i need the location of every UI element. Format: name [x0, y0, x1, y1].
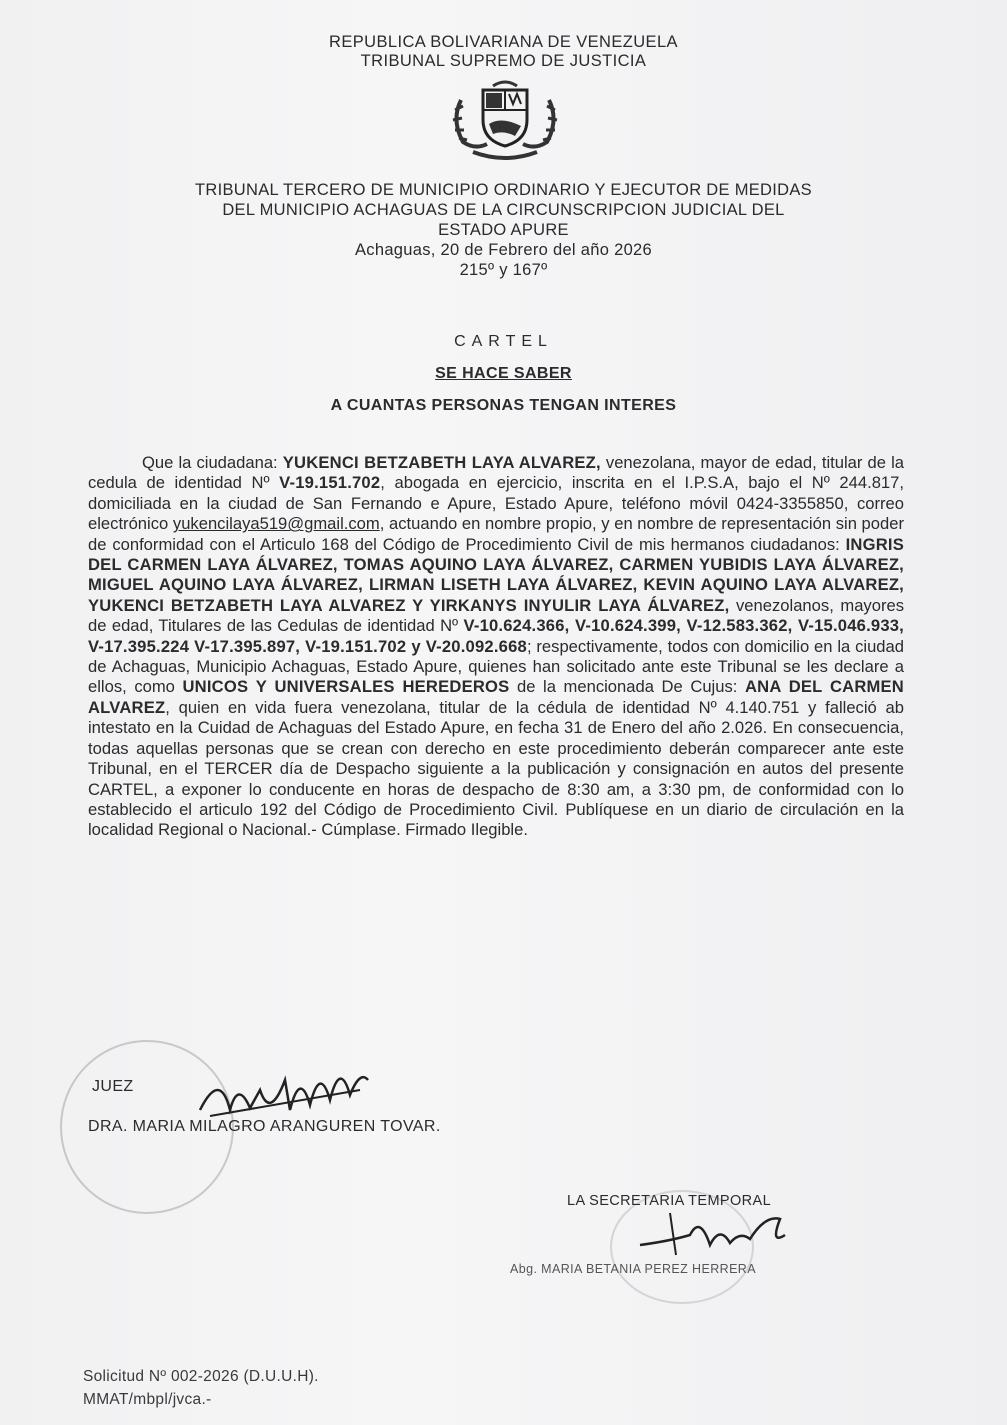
body-text: Que la ciudadana: [142, 453, 283, 472]
court-header [0, 180, 1007, 280]
independence-years: 215º y 167º [459, 261, 548, 279]
coat-of-arms-icon [443, 80, 567, 162]
petitioner-name: YUKENCI BETZABETH LAYA ALVAREZ, [282, 453, 601, 472]
siblings-names: INGRIS DEL CARMEN LAYA ÁLVAREZ, TOMAS AQUINO LAYA ÁLVAREZ, CARMEN YUBIDIS LAYA ÁLVAREZ, MIGUEL AQUINO LAYA ÁLVAREZ, LIRMAN LISETH LAYA ÁLVAREZ, KEVIN AQUINO LAYA ALVAREZ, YUKENCI BETZABETH LAYA ALVAREZ Y YIRKANYS INYULIR LAYA ÁLVAREZ, [88, 534, 904, 615]
heirs-declaration: UNICOS Y UNIVERSALES HEREDEROS [182, 677, 510, 697]
body-text: ; respectivamente, todos con domicilio en la ciudad de Achaguas, Municipio Achaguas, Estado Apure, quienes han solicitado ante este Tribunal se les declare a ellos, como [88, 636, 904, 697]
solicitud-number: Solicitud Nº 002-2026 (D.U.U.H). [83, 1368, 319, 1385]
document-date: Achaguas, 20 de Febrero del año 2026 [354, 241, 652, 259]
body-text: , actuando en nombre propio, y en nombre de representación sin poder de conformidad con el Articulo 168 del Código de Procedimiento Civil de mis hermanos ciudadanos: [88, 514, 904, 554]
email-link[interactable]: yukencilaya519@gmail.com [172, 514, 380, 534]
judge-label: JUEZ [92, 1078, 134, 1095]
secretary-name: Abg. MARIA BETANIA PEREZ HERRERA [510, 1262, 756, 1276]
body-text: venezolana, mayor de edad, titular de la cedula de identidad Nº [88, 453, 904, 493]
secretary-signature [630, 1205, 800, 1265]
cartel-body [88, 453, 904, 841]
body-text: venezolanos, mayores de edad, Titulares de las Cedulas de identidad Nº [88, 595, 904, 636]
supreme-court-name: TRIBUNAL SUPREMO DE JUSTICIA [360, 52, 647, 70]
body-text: , quien en vida fuera venezolana, titular de la cédula de identidad Nº 4.140.751 y falleció ab intestato en la Cuidad de Achaguas del Estado Apure, en fecha 31 de Enero del año 2.026. En consecuencia, todas aquellas personas que se crean con derecho en este procedimiento deberán comparecer ante este Tribunal, en el TERCER día de Despacho siguiente a la publicación y consignación en autos del presente CARTEL, a exponer lo conducente en horas de despacho de 8:30 am, a 3:30 pm, de conformidad con lo establecido el articulo 192 del Código de Procedimiento Civil. Publíquese en un diario de circulación en la localidad Regional o Nacional.- Cúmplase. Firmado Ilegible. [88, 697, 904, 840]
deceased-name: ANA DEL CARMEN ALVAREZ [88, 677, 904, 717]
court-name-line2: DEL MUNICIPIO ACHAGUAS DE LA CIRCUNSCRIPCION JUDICIAL DEL [222, 201, 785, 219]
body-text: de la mencionada De Cujus: [509, 677, 745, 697]
se-hace-saber-heading: SE HACE SABER [435, 365, 572, 382]
judge-name: DRA. MARIA MILAGRO ARANGUREN TOVAR. [88, 1118, 441, 1135]
court-name-line1: TRIBUNAL TERCERO DE MUNICIPIO ORDINARIO Y EJECUTOR DE MEDIDAS [195, 181, 812, 199]
republic-header [0, 33, 1007, 71]
petitioner-id: V-19.151.702 [279, 473, 381, 493]
court-name-line3: ESTADO APURE [438, 221, 569, 239]
a-cuantas-heading: A CUANTAS PERSONAS TENGAN INTERES [330, 397, 677, 414]
initials-reference: MMAT/mbpl/jvca.- [83, 1391, 212, 1408]
body-text: , abogada en ejercicio, inscrita en el I.P.S.A, bajo el Nº 244.817, domiciliada en la ciudad de San Fernando e Apure, Estado Apure, teléfono móvil 0424-3355850, correo electrónico [88, 473, 904, 534]
republic-name: REPUBLICA BOLIVARIANA DE VENEZUELA [329, 33, 678, 51]
secretary-label: LA SECRETARIA TEMPORAL [567, 1193, 772, 1209]
siblings-ids: V-10.624.366, V-10.624.399, V-12.583.362, V-15.046.933, V-17.395.224 V-17.395.897, V-19.151.702 y V-20.092.668 [88, 616, 904, 656]
cartel-title: CARTEL [454, 333, 553, 350]
